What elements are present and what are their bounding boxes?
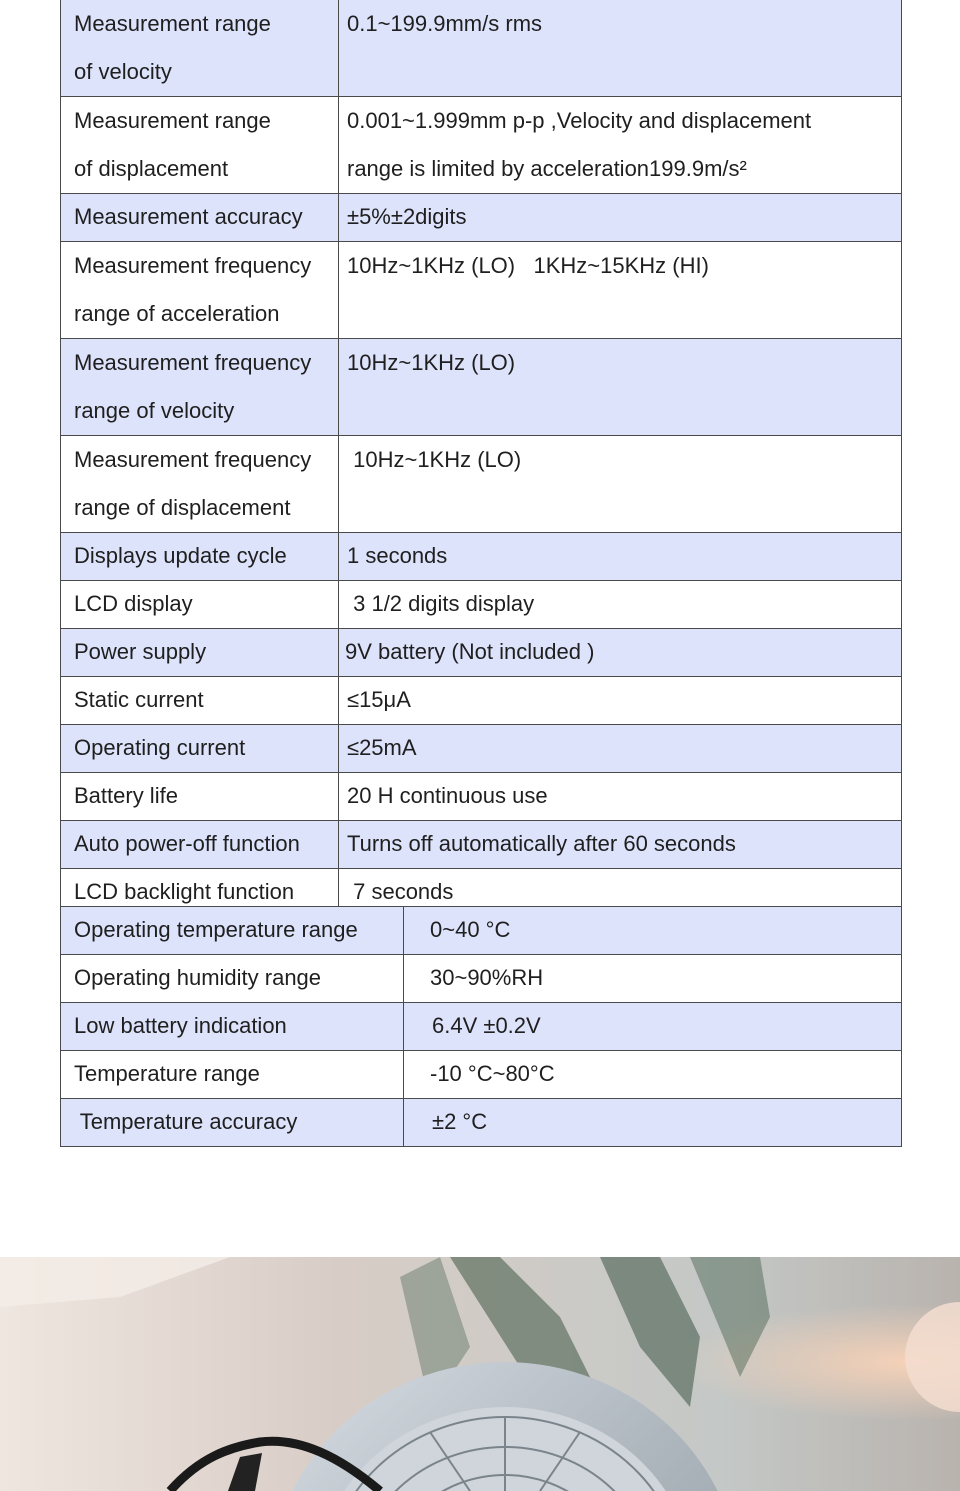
spec-value: -10 °C~80°C bbox=[404, 1051, 902, 1099]
spec-label: Battery life bbox=[61, 773, 339, 821]
spec-label: Measurement frequency range of displacement bbox=[61, 436, 339, 533]
spec-value: 7 seconds bbox=[339, 869, 902, 917]
spec-value: Turns off automatically after 60 seconds bbox=[339, 821, 902, 869]
spec-value: 3 1/2 digits display bbox=[339, 581, 902, 629]
spec-value: 1 seconds bbox=[339, 533, 902, 581]
spec-row-static-current bbox=[61, 677, 902, 725]
spec-label: Temperature accuracy bbox=[61, 1099, 404, 1147]
spec-label: Auto power-off function bbox=[61, 821, 339, 869]
spec-table-environment bbox=[60, 906, 902, 1147]
spec-row-freq-velocity bbox=[61, 339, 902, 436]
spec-row-operating-humidity bbox=[61, 955, 902, 1003]
spec-label: Power supply bbox=[61, 629, 339, 677]
spec-label: Measurement accuracy bbox=[61, 194, 339, 242]
spec-row-temperature-accuracy bbox=[61, 1099, 902, 1147]
spec-row-accuracy bbox=[61, 194, 902, 242]
spec-value: ≤15μA bbox=[339, 677, 902, 725]
spec-value: ±2 °C bbox=[404, 1099, 902, 1147]
spec-row-displacement-range bbox=[61, 97, 902, 194]
spec-row-temperature-range bbox=[61, 1051, 902, 1099]
spec-label: LCD backlight function bbox=[61, 869, 339, 917]
spec-label: Low battery indication bbox=[61, 1003, 404, 1051]
spec-value: 6.4V ±0.2V bbox=[404, 1003, 902, 1051]
spec-row-operating-temperature bbox=[61, 907, 902, 955]
product-photo-illustration bbox=[0, 1257, 960, 1491]
spec-label: Measurement frequency range of velocity bbox=[61, 339, 339, 436]
spec-value: 10Hz~1KHz (LO) bbox=[339, 339, 902, 436]
spec-value: ≤25mA bbox=[339, 725, 902, 773]
spec-label: Operating humidity range bbox=[61, 955, 404, 1003]
spec-value: 0~40 °C bbox=[404, 907, 902, 955]
spec-row-power-supply bbox=[61, 629, 902, 677]
spec-row-freq-acceleration bbox=[61, 242, 902, 339]
spec-label: Displays update cycle bbox=[61, 533, 339, 581]
spec-row-lcd-display bbox=[61, 581, 902, 629]
spec-value: 20 H continuous use bbox=[339, 773, 902, 821]
spec-label: LCD display bbox=[61, 581, 339, 629]
spec-label: Static current bbox=[61, 677, 339, 725]
spec-label: Temperature range bbox=[61, 1051, 404, 1099]
spec-row-operating-current bbox=[61, 725, 902, 773]
spec-row-battery-life bbox=[61, 773, 902, 821]
spec-value: 10Hz~1KHz (LO) bbox=[339, 436, 902, 533]
spec-value: 0.001~1.999mm p-p ,Velocity and displacement range is limited by acceleration199.9m/s² bbox=[339, 97, 902, 194]
spec-value: 10Hz~1KHz (LO) 1KHz~15KHz (HI) bbox=[339, 242, 902, 339]
spec-value: 30~90%RH bbox=[404, 955, 902, 1003]
product-photo bbox=[0, 1257, 960, 1491]
spec-label: Operating temperature range bbox=[61, 907, 404, 955]
spec-label: Measurement range of displacement bbox=[61, 97, 339, 194]
spec-label: Measurement frequency range of acceleration bbox=[61, 242, 339, 339]
spec-row-velocity-range bbox=[61, 0, 902, 97]
spec-row-update-cycle bbox=[61, 533, 902, 581]
spec-value: ±5%±2digits bbox=[339, 194, 902, 242]
spec-table-main bbox=[60, 0, 902, 917]
spec-label: Measurement range of velocity bbox=[61, 0, 339, 97]
spec-row-freq-displacement bbox=[61, 436, 902, 533]
spec-value: 9V battery (Not included ) bbox=[339, 629, 902, 677]
spec-row-low-battery bbox=[61, 1003, 902, 1051]
spec-label: Operating current bbox=[61, 725, 339, 773]
spec-row-auto-power-off bbox=[61, 821, 902, 869]
spec-value: 0.1~199.9mm/s rms bbox=[339, 0, 902, 97]
